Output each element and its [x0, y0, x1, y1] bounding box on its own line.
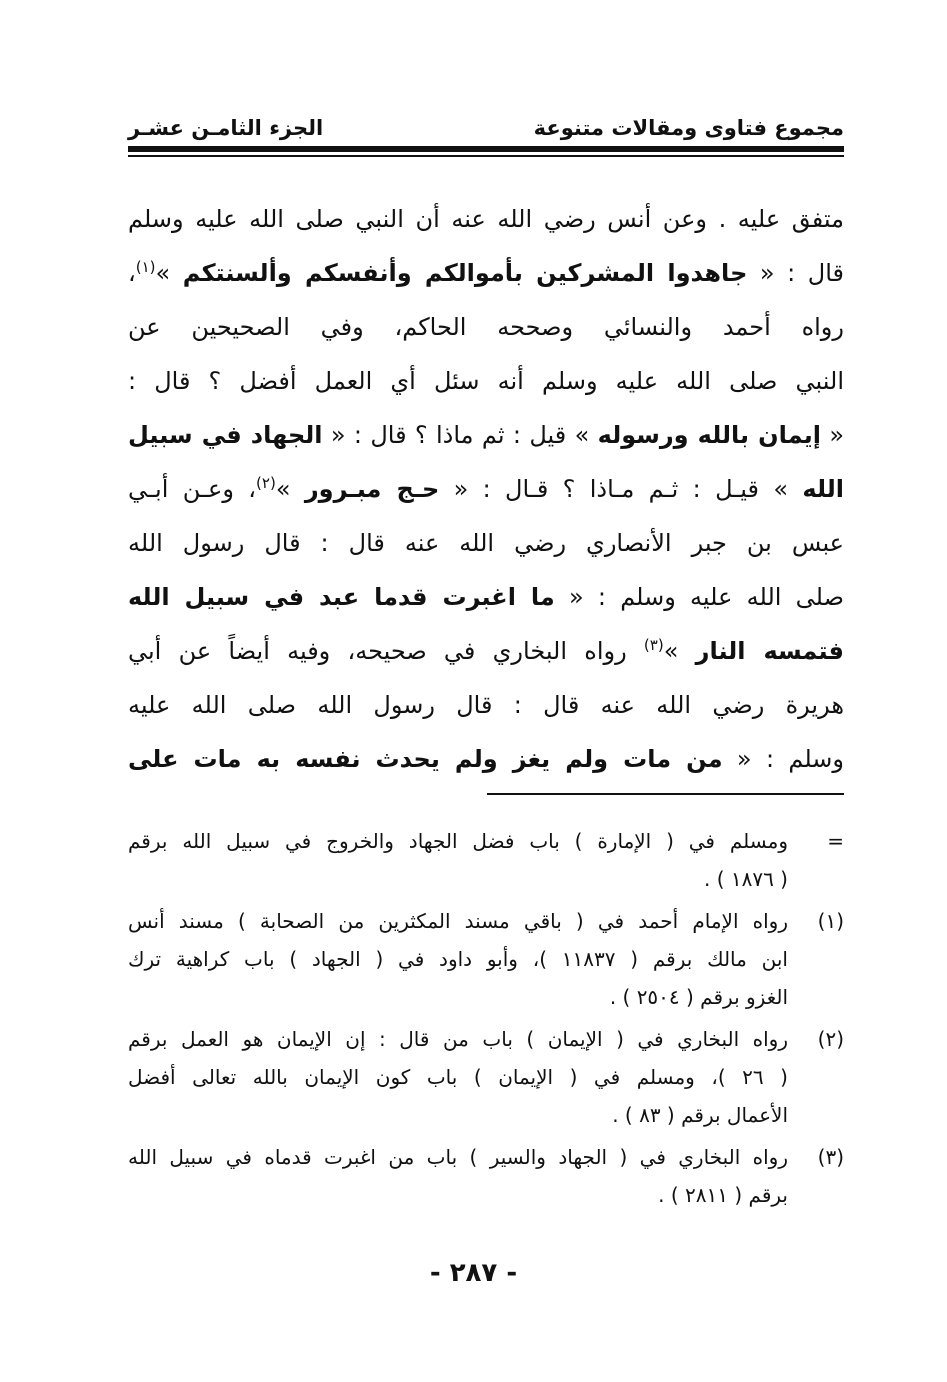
text-segment: متفق عليه . وعن أنس رضي الله عنه أن النبي صلى الله عليه وسلم [128, 205, 844, 233]
text-line [128, 300, 844, 354]
text-line [128, 246, 844, 300]
header-rule-thick [128, 146, 844, 152]
hadith-quote: الله [802, 475, 844, 503]
footnote-marker: = [827, 829, 844, 853]
text-line [128, 678, 844, 732]
footnote-marker: (٢) [817, 1027, 844, 1051]
footnote [128, 1138, 844, 1214]
text-segment: عبس بن جبر الأنصاري رضي الله عنه قال : قال رسول الله [128, 529, 844, 557]
text-line [128, 732, 844, 786]
text-segment: رواه البخاري في صحيحه، وفيه أيضاً عن أبي [128, 637, 644, 665]
text-segment: هريرة رضي الله عنه قال : قال رسول الله صلى الله عليه [128, 691, 844, 719]
text-segment: » [663, 637, 696, 665]
hadith-quote: الجهاد في سبيل [128, 421, 323, 449]
text-segment: ، [128, 259, 136, 287]
text-segment: قال : « [747, 259, 844, 287]
footnote-reference: (٢) [256, 474, 276, 492]
text-segment: النبي صلى الله عليه وسلم أنه سئل أي العمل أفضل ؟ قال : [128, 367, 844, 395]
footnote-separator [487, 793, 844, 795]
footnote-line: ( ١٨٧٦ ) . [703, 867, 788, 891]
hadith-quote: حـج مبـرور [304, 475, 440, 503]
main-text [128, 192, 844, 786]
text-segment: وسلم : « [722, 745, 844, 773]
text-segment: رواه أحمد والنسائي وصححه الحاكم، وفي الصحيحين عن [128, 313, 844, 341]
footnote-line: برقم ( ٢٨١١ ) . [658, 1183, 788, 1207]
footnote-marker: (١) [817, 909, 844, 933]
footnote-line: الأعمال برقم ( ٨٣ ) . [612, 1103, 788, 1127]
hadith-quote: فتمسه النار [695, 637, 844, 665]
footnote [128, 1020, 844, 1134]
footnote-line: ابن مالك برقم ( ١١٨٣٧ )، وأبو داود في ( الجهاد ) باب كراهية ترك [128, 947, 788, 971]
footnote-text [128, 902, 788, 1016]
text-segment: « [820, 421, 844, 449]
book-title: مجموع فتاوى ومقالات متنوعة [533, 116, 844, 140]
text-line [128, 516, 844, 570]
hadith-quote: ما اغبرت قدما عبد في سبيل الله [128, 583, 555, 611]
footnote-line: ومسلم في ( الإمارة ) باب فضل الجهاد والخروج في سبيل الله برقم [128, 829, 788, 853]
footnote-marker: (٣) [817, 1145, 844, 1169]
text-line [128, 354, 844, 408]
footnote [128, 822, 844, 898]
footnote-line: رواه البخاري في ( الجهاد والسير ) باب من اغبرت قدماه في سبيل الله [128, 1145, 788, 1169]
running-header [128, 110, 844, 144]
text-segment: » [155, 259, 183, 287]
footnotes [128, 822, 844, 1218]
footnote-line: رواه البخاري في ( الإيمان ) باب من قال : إن الإيمان هو العمل برقم [128, 1027, 788, 1051]
footnote-text [128, 1138, 788, 1214]
footnote-line: الغزو برقم ( ٢٥٠٤ ) . [609, 985, 788, 1009]
text-segment: » [275, 475, 305, 503]
footnote-text [128, 1020, 788, 1134]
footnote-text [128, 822, 788, 898]
part-label: الجزء الثامـن عشـر [128, 116, 324, 140]
footnote-reference: (٣) [643, 636, 664, 654]
hadith-quote: إيمان بالله ورسوله [597, 421, 821, 449]
hadith-quote: جاهدوا المشركين بأموالكم وأنفسكم وألسنتكم [182, 259, 748, 287]
text-line [128, 192, 844, 246]
text-line [128, 408, 844, 462]
text-segment: ، وعـن أبـي [128, 475, 257, 503]
text-segment: » قيل : ثم ماذا ؟ قال : « [322, 421, 598, 449]
text-segment: » قيـل : ثـم مـاذا ؟ قـال : « [439, 475, 803, 503]
text-line [128, 462, 844, 516]
footnote [128, 902, 844, 1016]
footnote-reference: (١) [135, 258, 156, 276]
header-rule-thin [128, 155, 844, 157]
text-line [128, 570, 844, 624]
text-line [128, 624, 844, 678]
hadith-quote: من مات ولم يغز ولم يحدث نفسه به مات على [128, 745, 723, 773]
footnote-line: رواه الإمام أحمد في ( باقي مسند المكثرين من الصحابة ) مسند أنس [128, 909, 788, 933]
page-number: - ٢٨٧ - [429, 1258, 518, 1288]
footnote-line: ( ٢٦ )، ومسلم في ( الإيمان ) باب كون الإيمان بالله تعالى أفضل [128, 1065, 788, 1089]
text-segment: صلى الله عليه وسلم : « [554, 583, 844, 611]
